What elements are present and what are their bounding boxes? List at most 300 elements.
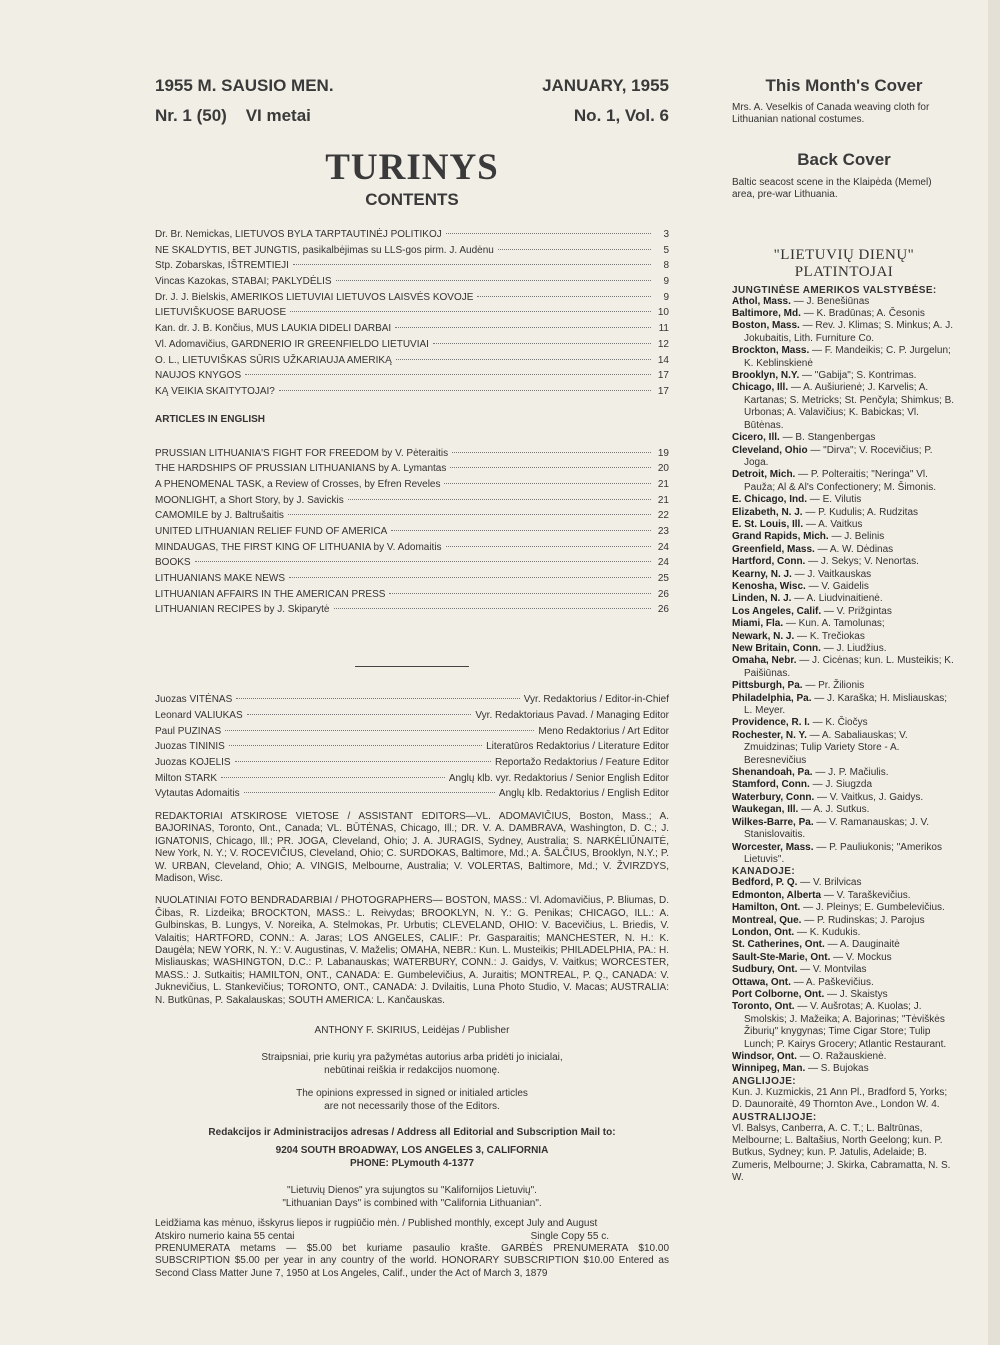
distributor-entry <box>732 877 956 889</box>
toc-entry-page: 12 <box>657 338 669 350</box>
toc-entry-page: 19 <box>657 447 669 459</box>
toc-entry-page: 24 <box>657 541 669 553</box>
toc-entry-page: 26 <box>657 588 669 600</box>
merger-note-lt: "Lietuvių Dienos" yra sujungtos su "Kalifornijos Lietuvių". <box>287 1185 537 1197</box>
merger-note-en: "Lithuanian Days" is combined with "California Lithuanian". <box>282 1197 542 1209</box>
england-heading: ANGLIJOJE: <box>732 1075 797 1087</box>
distributor-names: — P. Pauliukonis; "Amerikos Lietuvis". <box>744 841 942 865</box>
toc-entry <box>155 524 669 540</box>
toc-entry-page: 10 <box>657 307 669 319</box>
distributor-names: — J. Sekys; V. Nenortas. <box>808 556 919 568</box>
back-cover-title: Back Cover <box>797 149 891 169</box>
toc-entry-title: Dr. Br. Nemickas, LIETUVOS BYLA TARPTAUTINĖJ POLITIKOJ <box>155 229 442 240</box>
distributor-entry <box>732 432 956 444</box>
distributor-entry <box>732 693 956 718</box>
toc-entry-page: 22 <box>657 510 669 522</box>
toc-entry <box>155 305 669 321</box>
address-line-1: 9204 SOUTH BROADWAY, LOS ANGELES 3, CALIFORNIA <box>275 1145 549 1157</box>
distributor-city: E. Chicago, Ind. <box>732 494 808 506</box>
toc-entry-title: Dr. J. J. Bielskis, AMERIKOS LIETUVIAI LIETUVOS LAISVĖS KOVOJE <box>155 291 474 303</box>
distributor-city: Greenfield, Mass. <box>732 543 815 555</box>
distributor-city: Hamilton, Ont. <box>732 902 801 914</box>
page-title: TURINYS <box>325 147 499 188</box>
distributor-names: — "Gabija"; S. Kontrimas. <box>802 370 917 382</box>
distributor-names: — J. Belinis <box>831 531 885 543</box>
address <box>155 1145 669 1170</box>
distributor-names: — P. Polteraitis; "Neringa" Vl. Pauža; Al & Al's Confectionery; M. Šimonis. <box>744 469 936 493</box>
distributor-city: Brooklyn, N.Y. <box>732 370 800 382</box>
distributor-city: Miami, Fla. <box>732 618 784 630</box>
distributor-entry <box>732 964 956 976</box>
issue-lithuanian: Nr. 1 (50) VI metai <box>155 106 311 125</box>
toc-entry-title: MINDAUGAS, THE FIRST KING OF LITHUANIA by V. Adomaitis <box>155 541 442 553</box>
toc-entry-title: BOOKS <box>155 557 191 569</box>
distributor-names: — Rev. J. Klimas; S. Minkus; A. J. Jokubaitis, Lith. Furniture Co. <box>744 320 953 344</box>
single-copy-price-lt: Atskiro numerio kaina 55 centai <box>155 1230 295 1242</box>
distributor-entry <box>732 767 956 779</box>
distributor-names: — K. Čiočys <box>812 717 868 729</box>
distributor-city: Elizabeth, N. J. <box>732 506 803 518</box>
toc-entry-page: 23 <box>657 526 669 537</box>
toc-leader-dots <box>477 296 651 297</box>
toc-entry-title: UNITED LITHUANIAN RELIEF FUND OF AMERICA <box>155 526 388 537</box>
staff-entry <box>155 708 669 724</box>
england-distributors <box>732 1087 956 1112</box>
distributor-city: E. St. Louis, Ill. <box>732 518 804 530</box>
distributor-names: — V. Gaidelis <box>808 580 869 592</box>
left-column <box>155 76 669 1280</box>
toc-entry-page: 14 <box>657 354 669 366</box>
distributor-names: — J. Skaistys <box>827 988 888 1000</box>
distributor-entry <box>732 445 956 470</box>
distributor-entry <box>732 817 956 842</box>
staff-leader-dots <box>236 698 519 699</box>
distributor-city: Chicago, Ill. <box>732 382 789 394</box>
staff-list <box>155 692 669 802</box>
distributor-city: Kenosha, Wisc. <box>732 580 806 592</box>
distributor-city: Los Angeles, Calif. <box>732 605 822 617</box>
staff-leader-dots <box>247 714 472 715</box>
toc-entry-title: Vincas Kazokas, STABAI; PAKLYDĖLIS <box>155 276 332 288</box>
single-copy-price-row <box>155 1231 669 1243</box>
distributor-entry <box>732 1001 956 1051</box>
note-english-line-1: The opinions expressed in signed or initialed articles <box>296 1088 528 1100</box>
publisher: ANTHONY F. SKIRIUS, Leidėjas / Publisher <box>314 1025 510 1037</box>
distributor-city: Athol, Mass. <box>732 295 791 307</box>
staff-name: Milton STARK <box>155 772 218 784</box>
distributor-names: — S. Bujokas <box>808 1063 869 1075</box>
toc-entry <box>155 227 669 243</box>
distributor-city: Pittsburgh, Pa. <box>732 680 803 692</box>
distributor-entry <box>732 606 956 618</box>
page-subtitle: CONTENTS <box>365 190 459 209</box>
toc-leader-dots <box>446 546 651 547</box>
toc-leader-dots <box>290 311 651 312</box>
toc-entry <box>155 540 669 556</box>
distributor-entry <box>732 631 956 643</box>
toc-entry-page: 11 <box>658 323 669 335</box>
toc-entry-title: Stp. Zobarskas, IŠTREMTIEJI <box>155 260 289 272</box>
distributor-city: Boston, Mass. <box>732 320 800 332</box>
distributor-city: Cicero, Ill. <box>732 432 780 444</box>
cover-text: Mrs. A. Veselkis of Canada weaving cloth for Lithuanian national costumes. <box>732 102 930 126</box>
distributor-city: Waterbury, Conn. <box>732 791 815 803</box>
distributor-city: Windsor, Ont. <box>732 1051 797 1062</box>
date-lithuanian: 1955 M. SAUSIO MEN. <box>155 76 334 95</box>
distributor-names: — A. Sabaliauskas; V. Zmuidzinas; Tulip Variety Store - A. Beresnevičius <box>744 729 908 766</box>
distributor-entry <box>732 1051 956 1063</box>
distributor-city: Grand Rapids, Mich. <box>732 531 829 543</box>
distributor-city: Cleveland, Ohio <box>732 444 808 456</box>
divider-rule <box>355 666 469 667</box>
toc-entry-title: THE HARDSHIPS OF PRUSSIAN LITHUANIANS by A. Lymantas <box>155 463 447 475</box>
staff-entry <box>155 739 669 755</box>
distributor-entry <box>732 915 956 927</box>
distributor-city: Wilkes-Barre, Pa. <box>732 816 814 828</box>
toc-entry <box>155 274 669 290</box>
toc-entry <box>155 353 669 369</box>
toc-entry-title: KĄ VEIKIA SKAITYTOJAI? <box>155 385 275 397</box>
distributor-city: Linden, N. J. <box>732 593 792 605</box>
staff-role: Anglų klb. vyr. Redaktorius / Senior English Editor <box>448 772 669 784</box>
staff-name: Paul PUZINAS <box>155 725 222 737</box>
toc-entry <box>155 461 669 477</box>
toc-leader-dots <box>293 264 651 265</box>
merger-note <box>155 1185 669 1210</box>
toc-entry-title: PRUSSIAN LITHUANIA'S FIGHT FOR FREEDOM by V. Pėteraitis <box>155 447 449 459</box>
distributor-names: Kun. J. Kuzmickis, 21 Ann Pl., Bradford 5, Yorks; <box>732 1086 948 1098</box>
distributor-names: — P. Rudinskas; J. Parojus <box>804 914 925 926</box>
toc-entry <box>155 384 669 400</box>
distributor-entry <box>732 939 956 951</box>
toc-entry <box>155 446 669 462</box>
distributor-entry <box>732 842 956 867</box>
usa-heading: JUNGTINĖSE AMERIKOS VALSTYBĖSE: <box>732 284 937 296</box>
staff-leader-dots <box>225 730 534 731</box>
distributor-city: Worcester, Mass. <box>732 841 814 853</box>
staff-name: Vytautas Adomaitis <box>155 788 240 800</box>
staff-role: Reportažo Redaktorius / Feature Editor <box>495 756 669 768</box>
toc-entry <box>155 555 669 571</box>
staff-name: Juozas VITĖNAS <box>155 694 233 706</box>
toc-entry-page: 25 <box>657 573 669 585</box>
distributor-names: — V. Taraškevičius. <box>823 889 911 901</box>
toc-entry-title: NAUJOS KNYGOS <box>155 370 242 382</box>
distributor-names: — K. Bradūnas; A. Česonis <box>803 308 925 320</box>
publication-frequency: Leidžiama kas mėnuo, išskyrus liepos ir rugpiūčio mėn. / Published monthly, except July and August <box>155 1218 598 1230</box>
toc-entry-title: LITHUANIANS MAKE NEWS <box>155 573 286 585</box>
australia-heading: AUSTRALIJOJE: <box>732 1111 817 1123</box>
toc-leader-dots <box>348 499 651 500</box>
staff-entry <box>155 771 669 787</box>
staff-leader-dots <box>221 777 445 778</box>
toc-entry <box>155 258 669 274</box>
toc-leader-dots <box>444 483 651 484</box>
distributor-city: Winnipeg, Man. <box>732 1063 806 1075</box>
toc-entry <box>155 587 669 603</box>
distributor-city: Baltimore, Md. <box>732 308 801 320</box>
distributor-names: — A. Dauginaitė <box>827 939 900 951</box>
toc-entry-page: 5 <box>663 244 669 256</box>
distributor-entry <box>732 680 956 692</box>
distributor-city: New Britain, Conn. <box>732 643 821 654</box>
distributor-entry <box>732 507 956 519</box>
distributor-entry <box>732 531 956 543</box>
staff-leader-dots <box>244 792 495 793</box>
note-lithuanian <box>155 1052 669 1077</box>
toc-entry-page: 9 <box>663 291 669 303</box>
toc-leader-dots <box>288 514 651 515</box>
distributor-entry <box>732 494 956 506</box>
distributor-entry <box>732 989 956 1001</box>
toc-entry-title: Vl. Adomavičius, GARDNERIO IR GREENFIELDO LIETUVIAI <box>155 338 429 350</box>
distributor-city: Shenandoah, Pa. <box>732 767 813 779</box>
distributor-city: Detroit, Mich. <box>732 469 796 481</box>
distributor-names: — A. Liudvinaitienė. <box>794 593 883 605</box>
distributor-city: Ottawa, Ont. <box>732 976 791 988</box>
toc-leader-dots <box>433 343 651 344</box>
address-label: Redakcijos ir Administracijos adresas / Address all Editorial and Subscription Mail to: <box>208 1127 616 1139</box>
distributor-entry <box>732 618 956 630</box>
distributor-city: Sudbury, Ont. <box>732 964 798 976</box>
toc-entry <box>155 602 669 618</box>
toc-entry <box>155 243 669 259</box>
distributor-names: D. Daunoraitė, 49 Thornton Ave., London W. 4. <box>732 1099 940 1111</box>
toc-leader-dots <box>245 374 651 375</box>
distributor-names: — V. Vaitkus, J. Gaidys. <box>817 791 924 803</box>
toc-leader-dots <box>334 608 652 609</box>
distributor-names: — J. Siugzda <box>812 779 873 791</box>
photographers: NUOLATINIAI FOTO BENDRADARBIAI / PHOTOGRAPHERS— BOSTON, MASS.: Vl. Adomavičius, P. Bliumas, D. Čibas, R. Lizdeika; BROCKTON, MASS.: L. Reivydas; BROOKLYN, N. Y.: G. Penikas; CHICAGO, ILL.: A. Gulbinskas, B. Lungys, V. Noreika, A. Stelmokas, Pr. Urbutis; CLEVELAND, OHIO: V. Bacevičius, L. Briedis, V. Valaitis; HARTFORD, CONN.: A. Jaras; LOS ANGELES, CALIF.: Pr. Gasparaitis; MANCHESTER, N. H.: K. Daugėla; NEW YORK, N. Y.: V. Augustinas, V. Maželis; OMAHA, NEBR.: Kun. L. Musteikis; PHILADELPHIA, PA.: H. Misliauskas; WASHINGTON, D.C.: P. Labanauskas; WATERBURY, CONN.: J. Gaidys, V. Vaitkus; WORCESTER, MASS.: J. Sutkaitis; HAMILTON, ONT., CANADA: E. Gumbelevičius, A. Juraitis; MONTREAL, P. Q., CANADA: V. Juknevičius, L. Stankevičius; TORONTO, ONT., CANADA: J. Dvilaitis, Luna Photo Studio, V. Macas; AUSTRALIA: N. Butkūnas, P. Sakalauskas; SOUTH AMERICA: L. Kančauskas. <box>155 895 669 1006</box>
distributors-title <box>732 247 956 281</box>
distributor-city: Stamford, Conn. <box>732 779 810 791</box>
canada-heading: KANADOJE: <box>732 866 796 878</box>
staff-entry <box>155 786 669 802</box>
distributor-entry <box>732 779 956 791</box>
distributors-title-line-1: "LIETUVIŲ DIENŲ" <box>773 246 915 263</box>
right-column <box>732 76 956 1185</box>
articles-english-heading: ARTICLES IN ENGLISH <box>155 413 266 425</box>
staff-role: Anglų klb. Redaktorius / English Editor <box>498 788 669 800</box>
distributor-names: — V. Mockus <box>833 951 892 963</box>
masthead-row-2 <box>155 106 669 146</box>
distributor-city: Waukegan, Ill. <box>732 804 799 816</box>
distributor-entry <box>732 382 956 432</box>
distributor-entry <box>732 1099 956 1111</box>
distributor-city: Edmonton, Alberta <box>732 889 822 901</box>
distributor-names: — Kun. A. Tamolunas; <box>785 618 885 630</box>
staff-name: Leonard VALIUKAS <box>155 709 243 721</box>
distributor-entry <box>732 643 956 655</box>
date-english: JANUARY, 1955 <box>542 76 669 95</box>
distributor-entry <box>732 952 956 964</box>
toc-leader-dots <box>395 327 651 328</box>
distributor-names: — J. Benešiūnas <box>793 295 870 307</box>
toc-entry-title: LITHUANIAN RECIPES by J. Skiparytė <box>155 604 330 616</box>
toc-entry-title: Kan. dr. J. B. Končius, MUS LAUKIA DIDELI DARBAI <box>155 323 392 335</box>
distributor-city: Kearny, N. J. <box>732 568 792 580</box>
usa-distributors <box>732 296 956 867</box>
toc-entry-page: 3 <box>663 229 669 240</box>
staff-role: Vyr. Redaktorius / Editor-in-Chief <box>523 694 669 706</box>
distributor-entry <box>732 469 956 494</box>
staff-name: Juozas KOJELIS <box>155 756 231 768</box>
distributor-entry <box>732 593 956 605</box>
distributor-names: — K. Kudukis. <box>796 926 861 938</box>
issue-english: No. 1, Vol. 6 <box>573 106 669 125</box>
subscription-info: PRENUMERATA metams — $5.00 bet kuriame pasaulio krašte. GARBĖS PRENUMERATA $10.00 SUBSCRIPTION $5.00 per year in any country of the world. HONORARY SUBSCRIPTION $10.00 Entered as Second Class Matter June 7, 1950 at Los Angeles, Calif., under the Act of March 3, 1879 <box>155 1242 669 1279</box>
distributor-names: — B. Stangenbergas <box>782 432 876 444</box>
toc-entry-page: 21 <box>657 478 669 490</box>
toc-leader-dots <box>498 249 651 250</box>
distributor-names: — J. Vaitkauskas <box>794 568 872 580</box>
distributor-entry <box>732 345 956 370</box>
distributor-entry <box>732 1063 956 1075</box>
distributor-city: Montreal, Que. <box>732 914 802 926</box>
toc-entry-page: 17 <box>657 370 669 382</box>
note-lithuanian-line-1: Straipsniai, prie kurių yra pažymėtas autorius arba pridėti jo inicialai, <box>261 1052 563 1064</box>
toc-entry <box>155 477 669 493</box>
distributor-entry <box>732 581 956 593</box>
distributor-entry <box>732 902 956 914</box>
distributor-entry <box>732 296 956 308</box>
distributor-names: — J. P. Mačiulis. <box>815 767 889 779</box>
distributor-entry <box>732 730 956 767</box>
distributor-entry <box>732 890 956 902</box>
note-english <box>155 1088 669 1113</box>
staff-leader-dots <box>235 761 491 762</box>
note-lithuanian-line-2: nebūtinai reiškia ir redakcijos nuomonę. <box>324 1064 500 1076</box>
distributor-entry <box>732 320 956 345</box>
masthead-row-1 <box>155 76 669 106</box>
toc-leader-dots <box>450 467 651 468</box>
distributor-city: Providence, R. I. <box>732 717 810 729</box>
distributor-entry <box>732 519 956 531</box>
distributor-entry <box>732 569 956 581</box>
toc-lithuanian <box>155 227 669 400</box>
distributor-names: — V. Montvilas <box>800 964 867 976</box>
distributor-entry <box>732 804 956 816</box>
toc-entry-page: 26 <box>657 604 669 616</box>
distributor-city: Hartford, Conn. <box>732 556 806 568</box>
distributor-names: — E. Vilutis <box>809 494 862 506</box>
toc-entry <box>155 290 669 306</box>
staff-entry <box>155 692 669 708</box>
distributor-city: Philadelphia, Pa. <box>732 692 812 704</box>
distributor-names: — "Dirva"; V. Rocevičius; P. Joga. <box>744 444 933 468</box>
publication-info <box>155 1218 669 1280</box>
canada-distributors <box>732 877 956 1076</box>
distributor-names: — A. Vaitkus <box>805 518 863 530</box>
single-copy-price-en: Single Copy 55 c. <box>530 1230 609 1242</box>
toc-entry-title: O. L., LIETUVIŠKAS SŪRIS UŽKARIAUJA AMERIKĄ <box>155 354 392 366</box>
back-cover-text: Baltic seacost scene in the Klaipėda (Memel) area, pre-war Lithuania. <box>732 176 932 201</box>
distributor-names: — J. Karaška; H. Misliauskas; L. Meyer. <box>744 692 948 717</box>
distributor-city: Port Colborne, Ont. <box>732 988 825 1000</box>
distributor-names: — K. Trečiokas <box>797 630 865 642</box>
toc-entry <box>155 508 669 524</box>
toc-entry-title: CAMOMILE by J. Baltrušaitis <box>155 510 284 522</box>
distributor-names: — J. Liudžius. <box>823 643 887 654</box>
distributor-names: — V. Aušrotas; A. Kuolas; J. Smolskis; J. Mažeika; A. Bajorinas; "Tėviškės Žiburių" knygynas; Time Cigar Store; Tulip Lunch; P. Kairys Grocery; Atlantic Restaurant. <box>744 1001 947 1050</box>
page-edge <box>988 0 1000 1345</box>
toc-entry <box>155 571 669 587</box>
distributor-city: Sault-Ste-Marie, Ont. <box>732 951 831 963</box>
distributor-names: — O. Ražauskienė. <box>799 1051 887 1062</box>
distributor-city: Bedford, P. Q. <box>732 877 798 889</box>
staff-name: Juozas TININIS <box>155 741 225 753</box>
distributor-names: — Pr. Žilionis <box>805 680 865 692</box>
distributor-names: — V. Ramanauskas; J. V. Stanislovaitis. <box>744 816 930 841</box>
toc-entry-page: 9 <box>663 276 669 288</box>
distributor-names: — A. W. Dėdinas <box>817 543 894 555</box>
toc-entry-page: 21 <box>657 494 669 506</box>
toc-leader-dots <box>195 561 651 562</box>
distributor-entry <box>732 1087 956 1099</box>
toc-leader-dots <box>279 390 651 391</box>
distributor-names: — F. Mandeikis; C. P. Jurgelun; K. Keblinskienė <box>744 345 951 369</box>
toc-entry <box>155 337 669 353</box>
distributor-entry <box>732 977 956 989</box>
distributor-entry <box>732 556 956 568</box>
distributor-city: Brockton, Mass. <box>732 345 810 357</box>
distributor-names: — A. Aušiurienė; J. Karvelis; A. Kartanas; S. Metricks; St. Penčyla; Shimkus; B. Urbonas; A. Valavičius; K. Babickas; Vl. Būtėnas. <box>744 382 955 431</box>
toc-entry-title: MOONLIGHT, a Short Story, by J. Savickis <box>155 494 344 506</box>
toc-entry-title: LITHUANIAN AFFAIRS IN THE AMERICAN PRESS <box>155 588 386 600</box>
toc-entry-title: LIETUVIŠKUOSE BARUOSE <box>155 307 287 319</box>
distributor-entry <box>732 308 956 320</box>
toc-leader-dots <box>446 233 651 234</box>
distributor-entry <box>732 792 956 804</box>
distributor-names: — V. Prižgintas <box>823 605 892 617</box>
cover-title: This Month's Cover <box>765 76 923 95</box>
distributors-title-line-2: PLATINTOJAI <box>794 263 894 280</box>
staff-role: Meno Redaktorius / Art Editor <box>538 725 669 737</box>
distributor-city: St. Catherines, Ont. <box>732 939 825 951</box>
distributor-entry <box>732 927 956 939</box>
toc-entry-title: A PHENOMENAL TASK, a Review of Crosses, by Efren Reveles <box>155 478 441 490</box>
toc-entry-page: 8 <box>663 260 669 272</box>
distributor-city: Newark, N. J. <box>732 630 795 642</box>
distributor-names: — V. Brilvicas <box>800 877 862 889</box>
toc-leader-dots <box>452 452 651 453</box>
distributor-city: Omaha, Nebr. <box>732 655 797 667</box>
distributor-names: — A. Paškevičius. <box>793 976 874 988</box>
toc-english <box>155 446 669 619</box>
toc-entry-page: 20 <box>657 463 669 475</box>
distributor-entry <box>732 370 956 382</box>
distributor-names: — P. Kudulis; A. Rudzitas <box>805 506 919 518</box>
toc-entry-page: 17 <box>657 385 669 397</box>
staff-leader-dots <box>229 745 482 746</box>
toc-leader-dots <box>336 280 651 281</box>
note-english-line-2: are not necessarily those of the Editors. <box>324 1100 500 1112</box>
distributor-names: — J. Pleinys; E. Gumbelevičius. <box>803 902 945 914</box>
distributor-names: — A. J. Sutkus. <box>801 804 870 816</box>
staff-entry <box>155 724 669 740</box>
toc-entry <box>155 493 669 509</box>
distributor-city: London, Ont. <box>732 926 795 938</box>
toc-leader-dots <box>389 593 651 594</box>
distributor-names: — J. Cicėnas; kun. L. Musteikis; K. Paišiūnas. <box>744 655 954 679</box>
toc-leader-dots <box>391 530 651 531</box>
toc-entry <box>155 321 669 337</box>
distributor-entry <box>732 655 956 680</box>
staff-role: Vyr. Redaktoriaus Pavad. / Managing Editor <box>475 709 669 721</box>
toc-entry <box>155 368 669 384</box>
staff-role: Literatūros Redaktorius / Literature Editor <box>486 741 669 753</box>
toc-entry-page: 24 <box>657 557 669 569</box>
